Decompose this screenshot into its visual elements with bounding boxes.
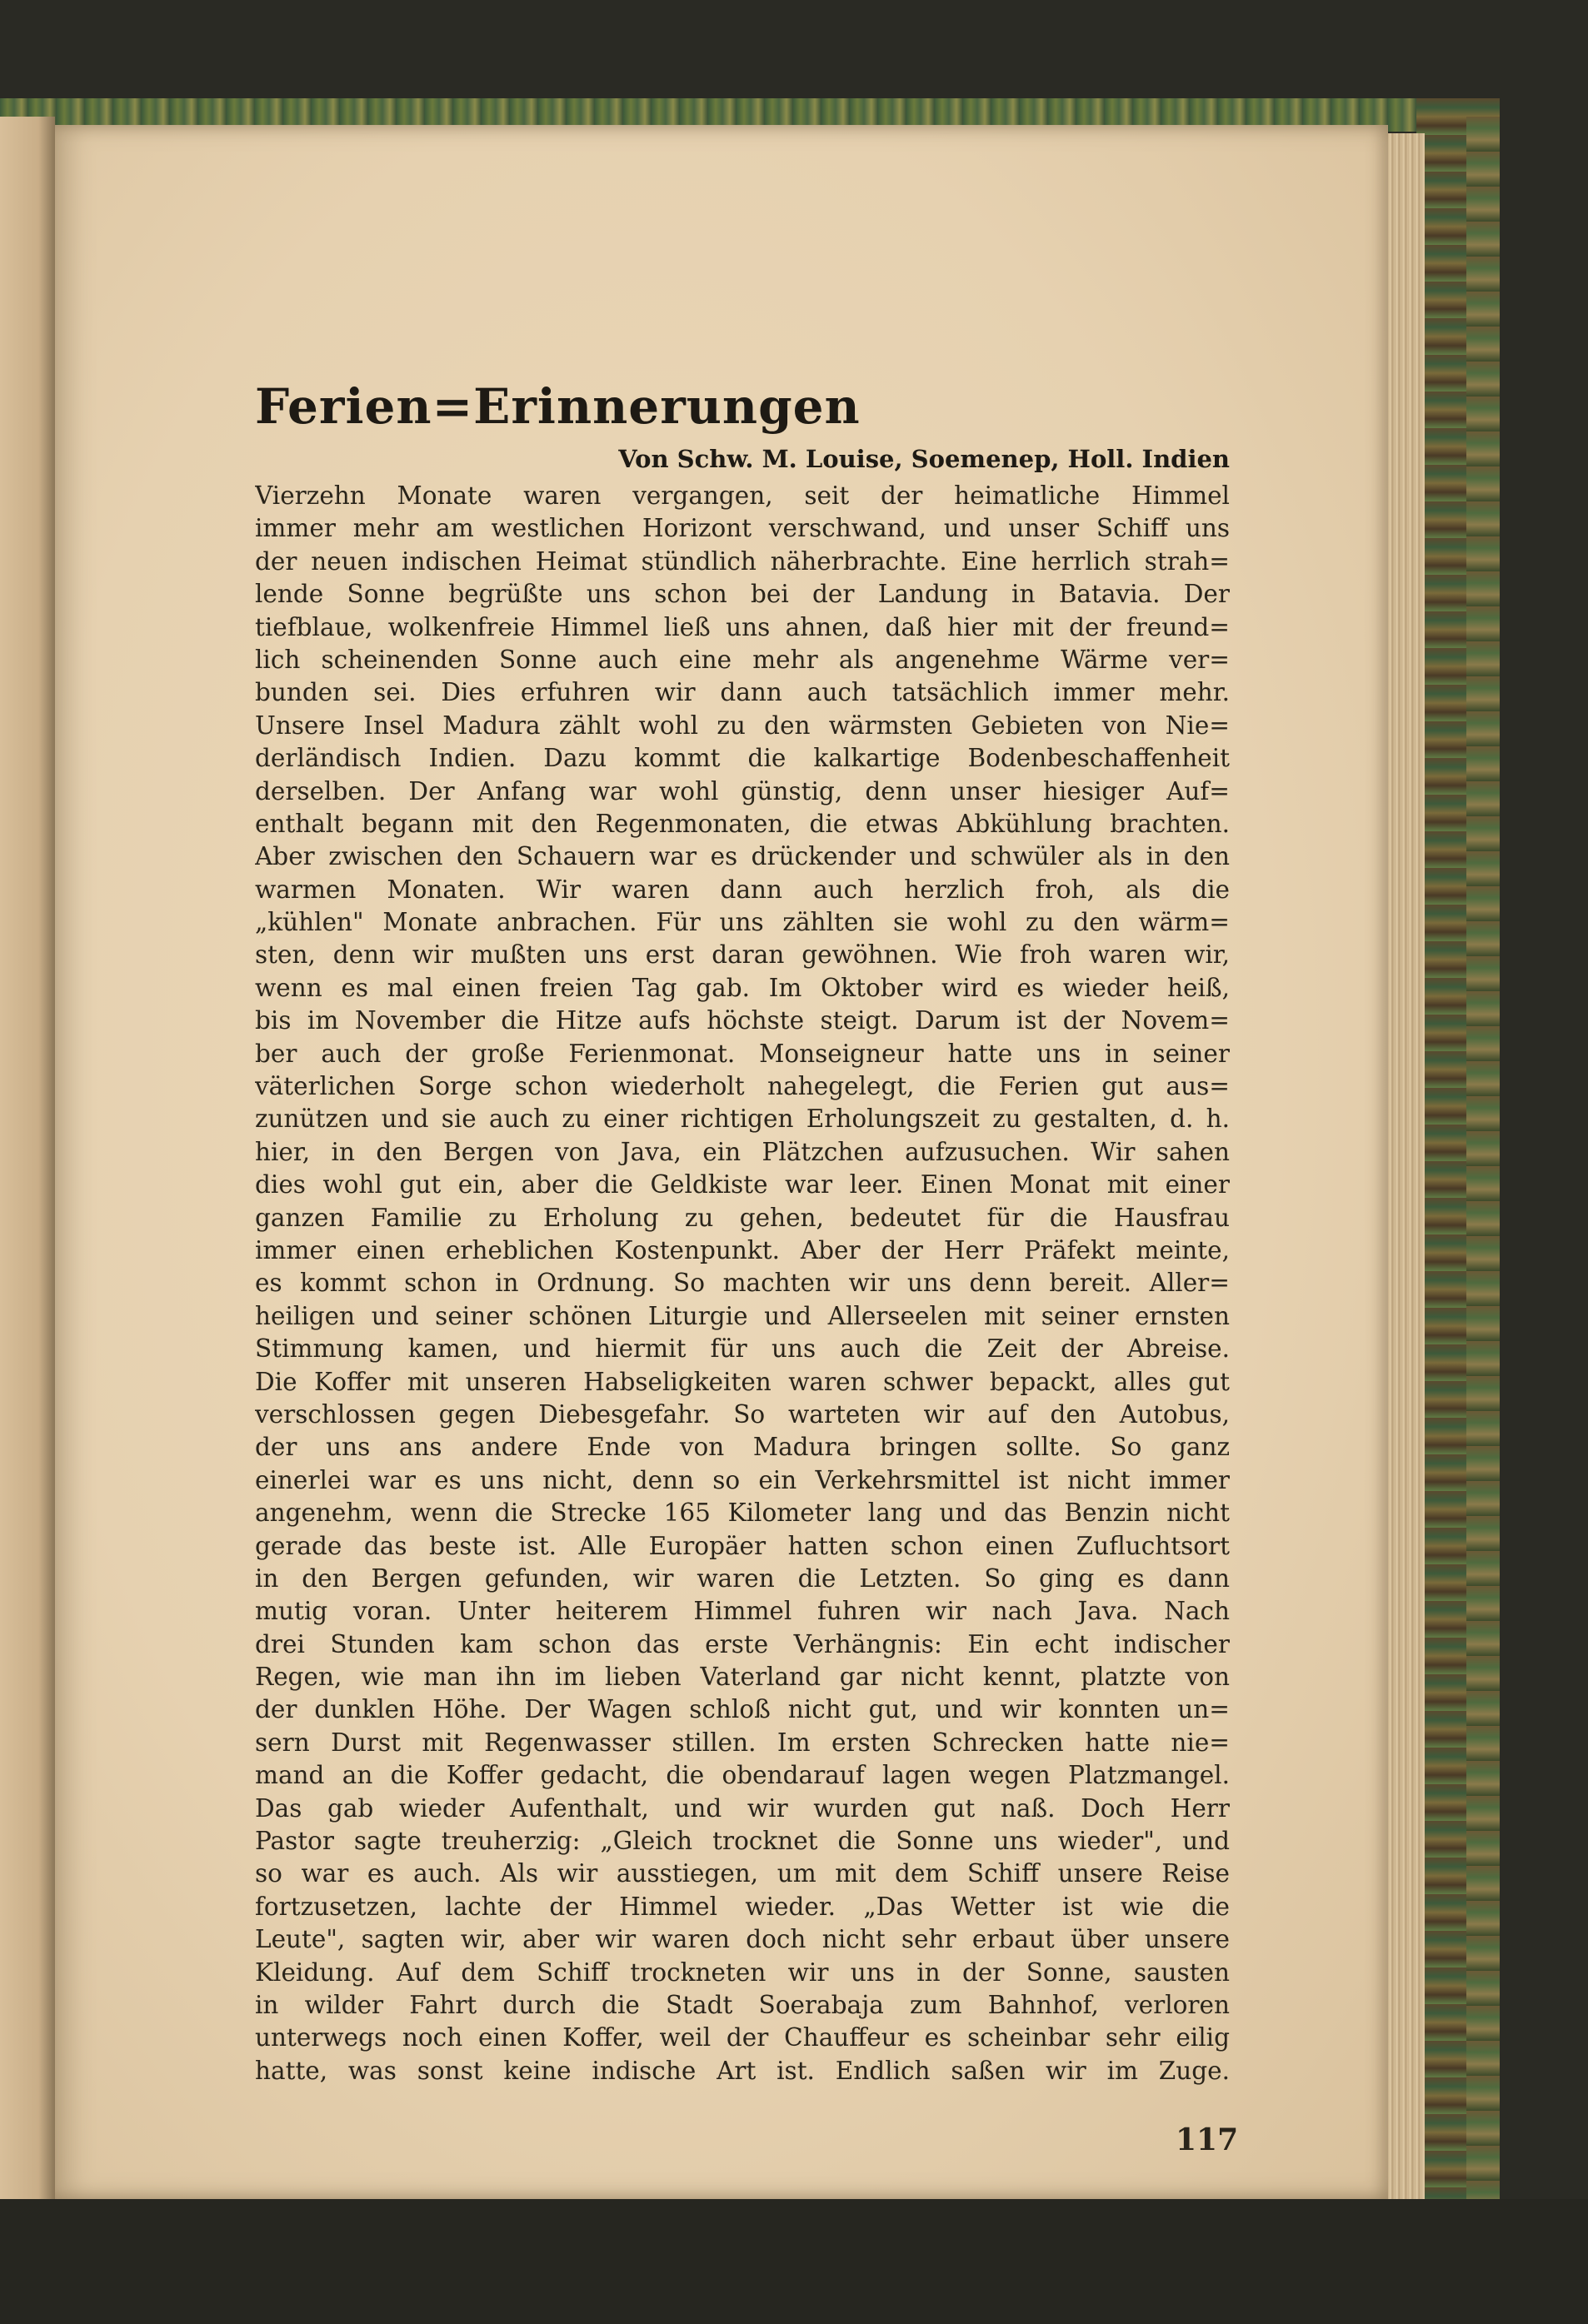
text-line: hier, in den Bergen von Java, ein Plätzchen aufzusuchen. Wir sahen	[255, 1137, 1230, 1166]
text-line: bis im November die Hitze aufs höchste steigt. Darum ist der Novem=	[255, 1006, 1230, 1035]
text-line: Das gab wieder Aufenthalt, und wir wurden gut naß. Doch Herr	[255, 1793, 1230, 1823]
book-page	[55, 125, 1388, 2199]
text-line: der dunklen Höhe. Der Wagen schloß nicht gut, und wir konnten un=	[255, 1695, 1230, 1724]
page-number: 117	[1176, 2122, 1239, 2157]
text-line: lende Sonne begrüßte uns schon bei der Landung in Batavia. Der	[255, 580, 1230, 609]
text-line: so war es auch. Als wir ausstiegen, um mit dem Schiff unsere Reise	[255, 1859, 1230, 1888]
text-line: unterwegs noch einen Koffer, weil der Chauffeur es scheinbar sehr eilig	[255, 2023, 1230, 2052]
text-line: der uns ans andere Ende von Madura bringen sollte. So ganz	[255, 1433, 1230, 1462]
scan-background	[0, 2199, 1588, 2324]
text-line: sern Durst mit Regenwasser stillen. Im ersten Schrecken hatte nie=	[255, 1728, 1230, 1757]
text-line: dies wohl gut ein, aber die Geldkiste war leer. Einen Monat mit einer	[255, 1170, 1230, 1199]
text-line: „kühlen" Monate anbrachen. Für uns zählten sie wohl zu den wärm=	[255, 908, 1230, 937]
text-line: heiligen und seiner schönen Liturgie und Allerseelen mit seiner ernsten	[255, 1301, 1230, 1330]
article-body	[255, 480, 1230, 2087]
text-line: Leute", sagten wir, aber wir waren doch nicht sehr erbaut über unsere	[255, 1925, 1230, 1954]
text-line: Vierzehn Monate waren vergangen, seit der heimatliche Himmel	[255, 481, 1230, 510]
text-line: Kleidung. Auf dem Schiff trockneten wir uns in der Sonne, sausten	[255, 1957, 1230, 1987]
text-line: hatte, was sonst keine indische Art ist. Endlich saßen wir im Zuge.	[255, 2056, 1230, 2085]
text-line: fortzusetzen, lachte der Himmel wieder. „Das Wetter ist wie die	[255, 1892, 1230, 1921]
text-line: immer einen erheblichen Kostenpunkt. Aber der Herr Präfekt meinte,	[255, 1235, 1230, 1264]
text-line: Pastor sagte treuherzig: „Gleich trocknet die Sonne uns wieder", und	[255, 1827, 1230, 1856]
text-line: mand an die Koffer gedacht, die obendarauf lagen wegen Platzmangel.	[255, 1761, 1230, 1790]
text-line: Stimmung kamen, und hiermit für uns auch die Zeit der Abreise.	[255, 1334, 1230, 1364]
article-title: Ferien=Erinnerungen	[255, 378, 861, 435]
text-line: tiefblaue, wolkenfreie Himmel ließ uns ahnen, daß hier mit der freund=	[255, 612, 1230, 641]
article-byline: Von Schw. M. Louise, Soemenep, Holl. Indien	[618, 445, 1230, 473]
marbled-cover-edge	[1466, 117, 1500, 2199]
text-line: väterlichen Sorge schon wiederholt nahegelegt, die Ferien gut aus=	[255, 1072, 1230, 1101]
text-line: wenn es mal einen freien Tag gab. Im Oktober wird es wieder heiß,	[255, 973, 1230, 1002]
text-line: ganzen Familie zu Erholung zu gehen, bedeutet für die Hausfrau	[255, 1203, 1230, 1232]
text-line: Regen, wie man ihn im lieben Vaterland gar nicht kennt, platzte von	[255, 1663, 1230, 1692]
text-line: enthalt begann mit den Regenmonaten, die etwas Abkühlung brachten.	[255, 809, 1230, 838]
text-line: in den Bergen gefunden, wir waren die Letzten. So ging es dann	[255, 1563, 1230, 1593]
text-line: bunden sei. Dies erfuhren wir dann auch tatsächlich immer mehr.	[255, 678, 1230, 707]
text-line: ber auch der große Ferienmonat. Monseigneur hatte uns in seiner	[255, 1039, 1230, 1068]
article	[255, 375, 1230, 2087]
text-line: der neuen indischen Heimat stündlich näherbrachte. Eine herrlich strah=	[255, 546, 1230, 576]
text-line: warmen Monaten. Wir waren dann auch herzlich froh, als die	[255, 875, 1230, 904]
text-line: einerlei war es uns nicht, denn so ein Verkehrsmittel ist nicht immer	[255, 1465, 1230, 1494]
text-line: es kommt schon in Ordnung. So machten wir uns denn bereit. Aller=	[255, 1269, 1230, 1298]
text-line: immer mehr am westlichen Horizont verschwand, und unser Schiff uns	[255, 514, 1230, 543]
text-line: in wilder Fahrt durch die Stadt Soerabaja zum Bahnhof, verloren	[255, 1990, 1230, 2019]
text-line: Die Koffer mit unseren Habseligkeiten waren schwer bepackt, alles gut	[255, 1367, 1230, 1396]
text-line: zunützen und sie auch zu einer richtigen Erholungszeit zu gestalten, d. h.	[255, 1105, 1230, 1134]
text-line: sten, denn wir mußten uns erst daran gewöhnen. Wie froh waren wir,	[255, 940, 1230, 970]
text-line: lich scheinenden Sonne auch eine mehr als angenehme Wärme ver=	[255, 645, 1230, 674]
text-line: drei Stunden kam schon das erste Verhängnis: Ein echt indischer	[255, 1629, 1230, 1658]
text-line: Unsere Insel Madura zählt wohl zu den wärmsten Gebieten von Nie=	[255, 711, 1230, 740]
text-line: derselben. Der Anfang war wohl günstig, denn unser hiesiger Auf=	[255, 776, 1230, 805]
text-line: angenehm, wenn die Strecke 165 Kilometer lang und das Benzin nicht	[255, 1499, 1230, 1528]
text-line: derländisch Indien. Dazu kommt die kalkartige Bodenbeschaffenheit	[255, 744, 1230, 773]
text-line: verschlossen gegen Diebesgefahr. So warteten wir auf den Autobus,	[255, 1399, 1230, 1429]
text-line: gerade das beste ist. Alle Europäer hatten schon einen Zufluchtsort	[255, 1531, 1230, 1560]
text-line: Aber zwischen den Schauern war es drückender und schwüler als in den	[255, 842, 1230, 871]
previous-page-edge	[0, 117, 55, 2199]
text-line: mutig voran. Unter heiterem Himmel fuhren wir nach Java. Nach	[255, 1597, 1230, 1626]
